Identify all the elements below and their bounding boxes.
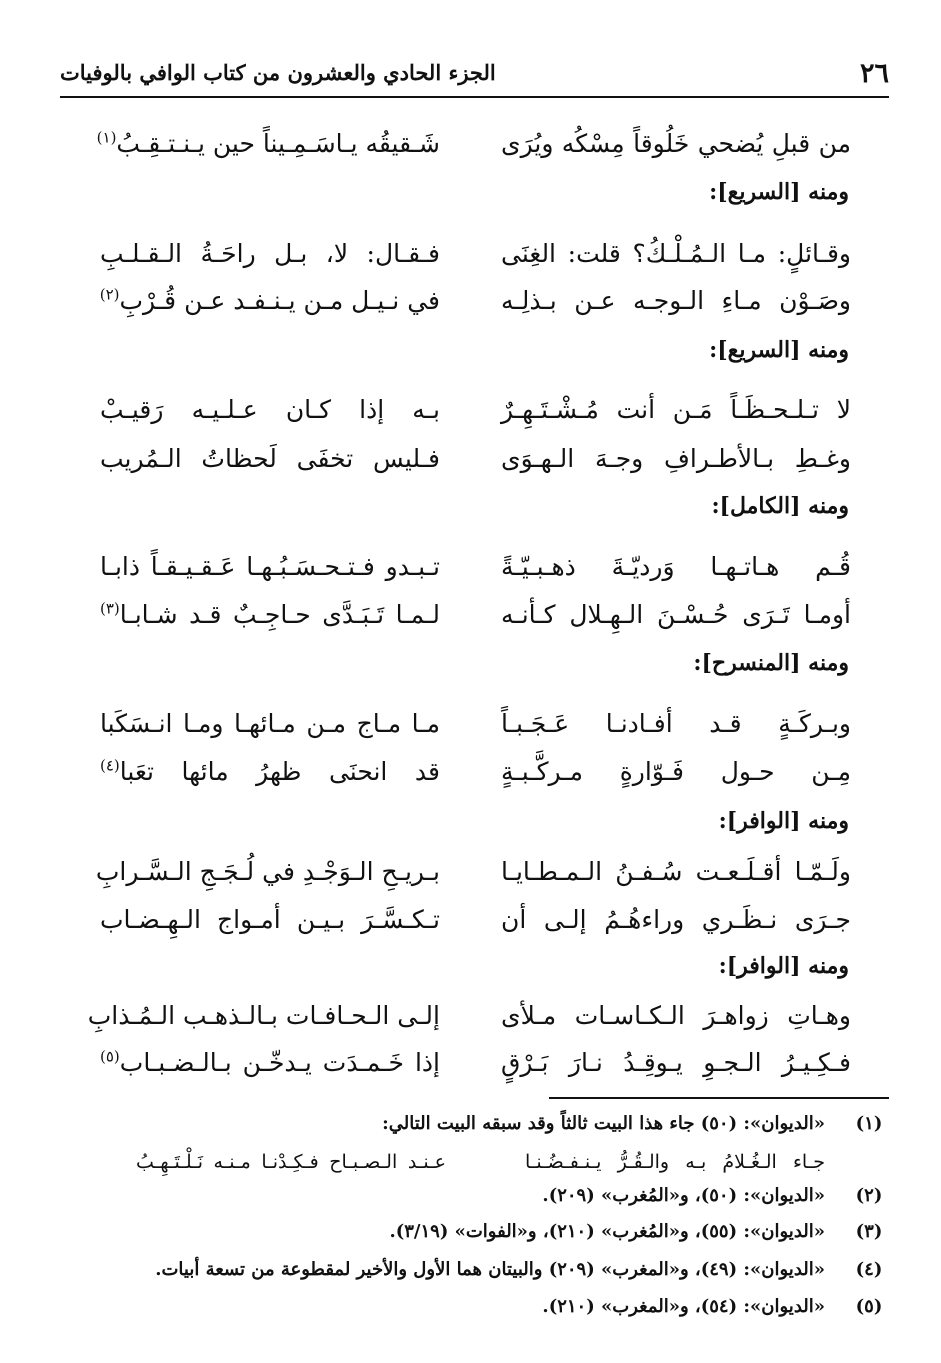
verse-line xyxy=(100,595,851,643)
verse-line xyxy=(100,900,851,948)
footnote-number: (١) xyxy=(855,1113,883,1134)
verse-line xyxy=(100,704,851,752)
verse-second-hemistich: مـا مـاج مـن مـائهـا ومـا انـسَكَبا xyxy=(100,709,440,738)
verse-second-hemistich: فـليس تخفَى لَحظاتُ الـمُريب xyxy=(100,444,440,473)
footnote-ref: (٣) xyxy=(100,599,120,618)
verse-first-hemistich: قُـم هـاتـهـا وَرديّـةَ ذهـبـيّـةً xyxy=(501,552,851,581)
footnote-ref: (١) xyxy=(96,128,117,147)
verse-first-hemistich: جـرَى نـظَـري وراءهُـمُ إلـى أن xyxy=(501,905,851,934)
hemistich-text: إذا خَـمـدَت يـدخّـن بـالـضـبـاب xyxy=(119,1048,440,1077)
footnote-verse xyxy=(136,1148,825,1178)
meter-heading: ومنه [السريع]: xyxy=(709,337,849,363)
hemistich-text: شَـقيقُه يـاسَـمِـيناً حين يـنـتـقِـبُ xyxy=(116,129,440,158)
verse-first-hemistich: وبـركَـةٍ قـد أفـادنـا عَـجَـبـاً xyxy=(501,709,851,738)
verse-second-hemistich: تـكـسَّـرَ بـيـن أمـواج الـهِـضـاب xyxy=(100,905,440,934)
footnote-ref: (٢) xyxy=(99,285,120,304)
verse-first-hemistich: من قبلِ يُضحي خَلُوقاً مِسْكُه ويُرَى xyxy=(501,129,851,158)
footnote-number: (٢) xyxy=(855,1185,883,1206)
verse-line xyxy=(87,996,851,1044)
running-header xyxy=(60,54,889,94)
hemistich-text: قد انحنَى ظهرُ مائها تعَبا xyxy=(119,757,440,786)
verse-first-hemistich: وقـائلٍ: مـا الـمُـلْـكُ؟ قلت: الغِنَى xyxy=(501,239,851,268)
meter-heading: ومنه [الكامل]: xyxy=(711,493,849,519)
verse-second-hemistich: بـريـحِ الـوَجْـدِ في لُـجَـجِ الـسَّـرابِ xyxy=(95,857,440,886)
footnote-text: «الديوان»: (٥٤)، و«المغرب» (٢١٠). xyxy=(542,1296,825,1317)
header-divider xyxy=(60,96,889,98)
meter-heading: ومنه [الوافر]: xyxy=(718,953,849,979)
footnote-text: «الديوان»: (٥٠) جاء هذا البيت ثالثاً وقد سبقه البيت التالي: xyxy=(382,1113,825,1134)
verse-first-hemistich: لا تـلـحـظَـاً مَـن أنت مُـشْـتَـهِـرٌ xyxy=(501,395,851,424)
footnote xyxy=(60,1218,889,1248)
verse-second-hemistich xyxy=(100,595,440,635)
verse-second-hemistich: عـنـد الـصـبـاح فـكِـدْنـا مـنـه نَـلْـتَـهِـبُ xyxy=(136,1151,446,1173)
page-title: الجزء الحادي والعشرون من كتاب الوافي بالوفيات xyxy=(60,60,496,85)
verse-line xyxy=(100,1043,851,1091)
footnote-text: «الديوان»: (٤٩)، و«المغرب» (٢٠٩) والبيتان هما الأول والأخير لمقطوعة من تسعة أبيات. xyxy=(155,1259,825,1280)
hemistich-text: لـمـا تَـبَـدَّى حـاجِـبٌ قـد شـابـا xyxy=(119,600,440,629)
verse-second-hemistich: بـه إذا كـان عـلـيـه رَقيـبْ xyxy=(100,395,440,424)
verse-second-hemistich xyxy=(100,281,440,321)
footnote-text: «الديوان»: (٥٥)، و«المُغرب» (٢١٠)، و«الفوات» (٣/١٩). xyxy=(389,1221,825,1242)
verse-line xyxy=(95,852,851,900)
verse-first-hemistich: وهـاتِ زواهـرَ الـكـاسـات مـلأى xyxy=(501,1001,851,1030)
verse-first-hemistich: ولَـمّـا أقـلَـعـت سُـفـنُ الـمـطـايـا xyxy=(501,857,851,886)
footnote xyxy=(60,1110,889,1140)
verse-second-hemistich: فـقـال: لا، بـل راحَـةُ الـقـلـبِ xyxy=(100,239,440,268)
verse-first-hemistich: مِـن حـول فَـوّارةٍ مـركَّـبـةٍ xyxy=(501,757,851,786)
verse-line xyxy=(100,390,851,438)
hemistich-text: في نـيـل مـن يـنـفـد عـن قُـرْبِ xyxy=(119,286,440,315)
meter-heading: ومنه [الوافر]: xyxy=(718,808,849,834)
verse-first-hemistich: وغـطِ بـالأطـرافِ وجـهَ الـهـوَى xyxy=(501,444,851,473)
verse-first-hemistich: أومـا تَـرَى حُـسْـنَ الـهِـلال كـأنـه xyxy=(501,600,851,629)
verse-line xyxy=(100,752,851,800)
footnote-text: «الديوان»: (٥٠)، و«المُغرب» (٢٠٩). xyxy=(542,1185,825,1206)
verse-second-hemistich xyxy=(100,1043,440,1083)
verse-line xyxy=(100,547,851,595)
verse-first-hemistich: جـاء الـغُـلامُ بـه والـقُـرُّ يـنـفـضُـنـا xyxy=(525,1151,825,1173)
footnote-number: (٤) xyxy=(855,1259,883,1280)
verse-second-hemistich xyxy=(100,752,440,792)
verse-second-hemistich: إلـى الـحـافـات بـالـذهـب الـمُـذابِ xyxy=(87,1001,440,1030)
footnote xyxy=(60,1182,889,1212)
footnote-ref: (٤) xyxy=(100,756,120,775)
verse-first-hemistich: فـكِـيـرُ الـجـوِ يـوقِـدُ نـارَ بَـرْقٍ xyxy=(501,1048,851,1077)
footnote-number: (٥) xyxy=(855,1296,883,1317)
footnote-number: (٣) xyxy=(855,1221,883,1242)
verse-second-hemistich xyxy=(96,124,440,164)
verse-first-hemistich: وصَـوْن مـاءِ الـوجـه عـن بـذلِـه xyxy=(501,286,851,315)
verse-second-hemistich: تـبـدو فـتـحـسَـبُـهـا عَـقـيـقـاً ذابـا xyxy=(100,552,440,581)
footnote-ref: (٥) xyxy=(100,1047,120,1066)
meter-heading: ومنه [المنسرح]: xyxy=(693,650,849,676)
verse-line xyxy=(100,234,851,282)
footnote xyxy=(60,1256,889,1286)
verse-line xyxy=(100,281,851,329)
page-number: ٢٦ xyxy=(859,58,889,89)
verse-line xyxy=(100,439,851,487)
footnote-divider xyxy=(549,1097,889,1099)
footnote xyxy=(60,1293,889,1323)
verse-line xyxy=(96,124,851,172)
meter-heading: ومنه [السريع]: xyxy=(709,179,849,205)
